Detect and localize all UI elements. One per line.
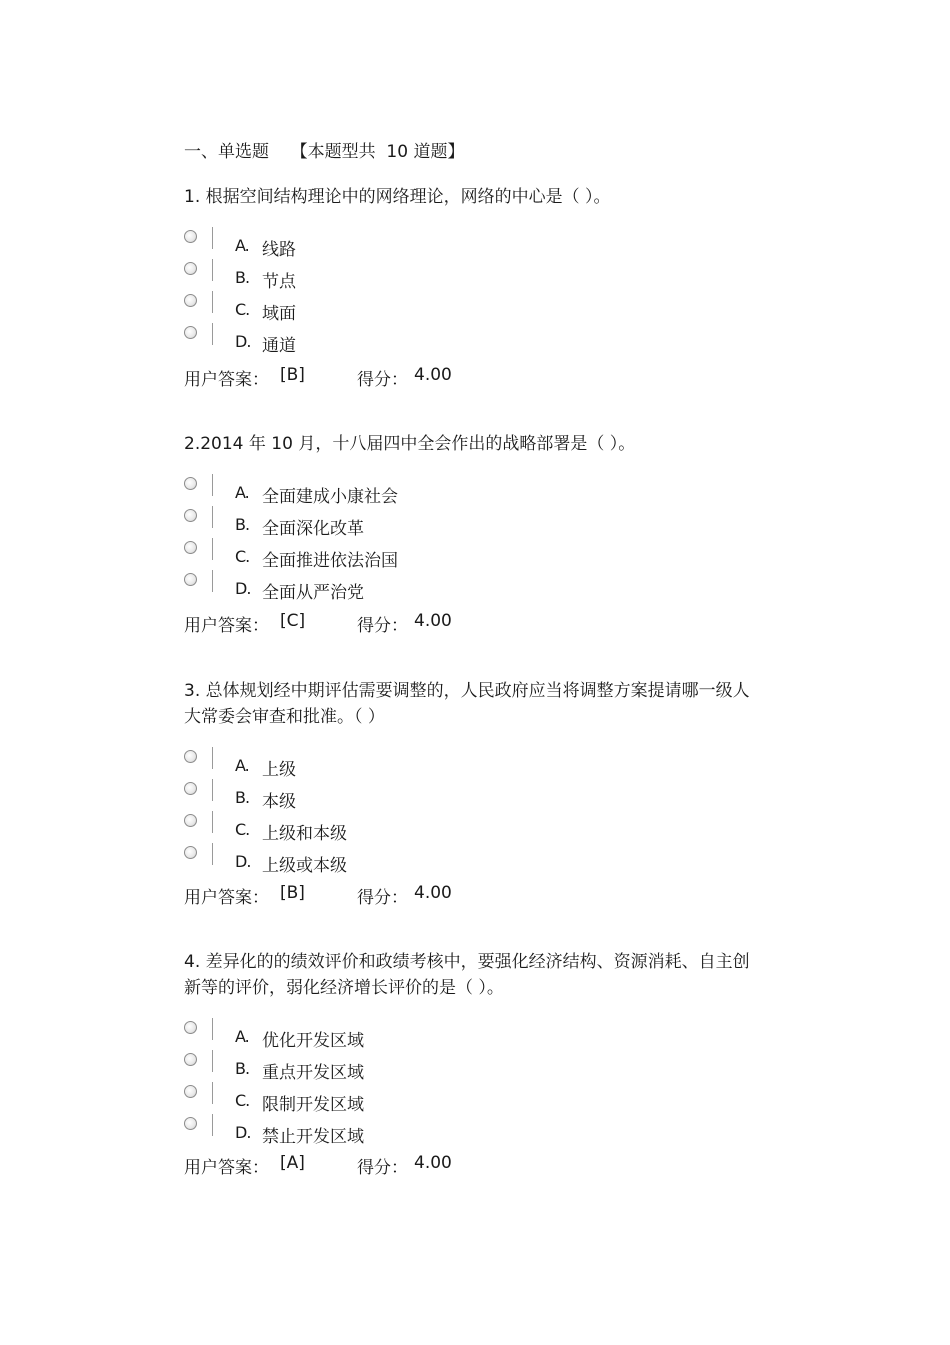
answer-row — [184, 611, 584, 635]
option-label: 限制开发区域 — [262, 1095, 364, 1115]
option-letter: C. — [235, 300, 250, 319]
radio-button[interactable] — [184, 573, 197, 586]
option-d[interactable] — [184, 326, 584, 358]
option-label: 本级 — [262, 792, 296, 812]
option-a[interactable] — [184, 750, 584, 782]
option-label: 上级或本级 — [262, 856, 347, 876]
divider — [212, 1050, 213, 1072]
option-label: 全面建成小康社会 — [262, 487, 398, 507]
option-label: 节点 — [262, 272, 296, 292]
option-c[interactable] — [184, 541, 584, 573]
radio-button[interactable] — [184, 1053, 197, 1066]
options-group — [184, 477, 764, 605]
user-answer-value: [B] — [280, 883, 305, 903]
answer-row — [184, 883, 584, 907]
option-label: 通道 — [262, 336, 296, 356]
divider — [212, 291, 213, 313]
user-answer-value: [B] — [280, 365, 305, 385]
answer-row — [184, 1153, 584, 1177]
option-letter: D. — [235, 1123, 251, 1142]
question-1 — [184, 184, 764, 390]
option-c[interactable] — [184, 294, 584, 326]
divider — [212, 323, 213, 345]
user-answer-label: 用户答案： — [184, 888, 269, 908]
question-text: 1. 根据空间结构理论中的网络理论，网络的中心是（ ）。 — [184, 187, 611, 207]
option-label: 全面推进依法治国 — [262, 551, 398, 571]
score-value: 4.00 — [414, 365, 452, 385]
option-letter: D. — [235, 579, 251, 598]
option-b[interactable] — [184, 262, 584, 294]
user-answer-label: 用户答案： — [184, 370, 269, 390]
options-group — [184, 230, 764, 358]
score-value: 4.00 — [414, 883, 452, 903]
score-label: 得分： — [357, 370, 408, 390]
question-3 — [184, 678, 764, 908]
option-letter: A. — [235, 1027, 249, 1046]
radio-button[interactable] — [184, 1117, 197, 1130]
question-text: 2.2014 年 10 月，十八届四中全会作出的战略部署是（ ）。 — [184, 434, 636, 454]
radio-button[interactable] — [184, 230, 197, 243]
divider — [212, 747, 213, 769]
option-label: 全面深化改革 — [262, 519, 364, 539]
option-letter: A. — [235, 483, 249, 502]
divider — [212, 1082, 213, 1104]
divider — [212, 227, 213, 249]
radio-button[interactable] — [184, 541, 197, 554]
radio-button[interactable] — [184, 750, 197, 763]
radio-button[interactable] — [184, 326, 197, 339]
score-label: 得分： — [357, 1158, 408, 1178]
score-label: 得分： — [357, 616, 408, 636]
option-letter: D. — [235, 852, 251, 871]
option-d[interactable] — [184, 573, 584, 605]
user-answer-label: 用户答案： — [184, 616, 269, 636]
answer-row — [184, 365, 584, 389]
question-text: 3. 总体规划经中期评估需要调整的，人民政府应当将调整方案提请哪一级人大常委会审查和批准。（ ） — [184, 681, 750, 727]
option-label: 线路 — [262, 240, 296, 260]
divider — [212, 474, 213, 496]
option-b[interactable] — [184, 509, 584, 541]
radio-button[interactable] — [184, 262, 197, 275]
radio-button[interactable] — [184, 782, 197, 795]
option-letter: C. — [235, 547, 250, 566]
divider — [212, 570, 213, 592]
score-label: 得分： — [357, 888, 408, 908]
option-d[interactable] — [184, 1117, 584, 1149]
option-a[interactable] — [184, 230, 584, 262]
divider — [212, 506, 213, 528]
option-letter: B. — [235, 788, 250, 807]
option-a[interactable] — [184, 477, 584, 509]
divider — [212, 538, 213, 560]
option-letter: B. — [235, 268, 250, 287]
option-d[interactable] — [184, 846, 584, 878]
divider — [212, 259, 213, 281]
option-label: 重点开发区域 — [262, 1063, 364, 1083]
divider — [212, 1114, 213, 1136]
radio-button[interactable] — [184, 1021, 197, 1034]
option-letter: B. — [235, 515, 250, 534]
option-a[interactable] — [184, 1021, 584, 1053]
option-label: 全面从严治党 — [262, 583, 364, 603]
option-letter: B. — [235, 1059, 250, 1078]
radio-button[interactable] — [184, 814, 197, 827]
question-2 — [184, 431, 764, 636]
section-title: 一、单选题 【本题型共 10 道题】 — [184, 142, 465, 162]
options-group — [184, 750, 764, 878]
option-label: 禁止开发区域 — [262, 1127, 364, 1147]
question-4 — [184, 949, 764, 1178]
option-label: 上级和本级 — [262, 824, 347, 844]
option-c[interactable] — [184, 814, 584, 846]
option-b[interactable] — [184, 782, 584, 814]
option-letter: C. — [235, 1091, 250, 1110]
option-letter: A. — [235, 756, 249, 775]
divider — [212, 811, 213, 833]
option-c[interactable] — [184, 1085, 584, 1117]
options-group — [184, 1021, 764, 1149]
radio-button[interactable] — [184, 294, 197, 307]
option-letter: C. — [235, 820, 250, 839]
radio-button[interactable] — [184, 1085, 197, 1098]
radio-button[interactable] — [184, 846, 197, 859]
option-label: 上级 — [262, 760, 296, 780]
radio-button[interactable] — [184, 477, 197, 490]
user-answer-value: [C] — [280, 611, 306, 631]
radio-button[interactable] — [184, 509, 197, 522]
option-letter: D. — [235, 332, 251, 351]
option-label: 优化开发区域 — [262, 1031, 364, 1051]
divider — [212, 1018, 213, 1040]
question-text: 4. 差异化的的绩效评价和政绩考核中，要强化经济结构、资源消耗、自主创新等的评价，弱化经济增长评价的是（ ）。 — [184, 952, 750, 998]
divider — [212, 779, 213, 801]
divider — [212, 843, 213, 865]
score-value: 4.00 — [414, 611, 452, 631]
user-answer-value: [A] — [280, 1153, 305, 1173]
option-letter: A. — [235, 236, 249, 255]
option-label: 域面 — [262, 304, 296, 324]
user-answer-label: 用户答案： — [184, 1158, 269, 1178]
option-b[interactable] — [184, 1053, 584, 1085]
score-value: 4.00 — [414, 1153, 452, 1173]
